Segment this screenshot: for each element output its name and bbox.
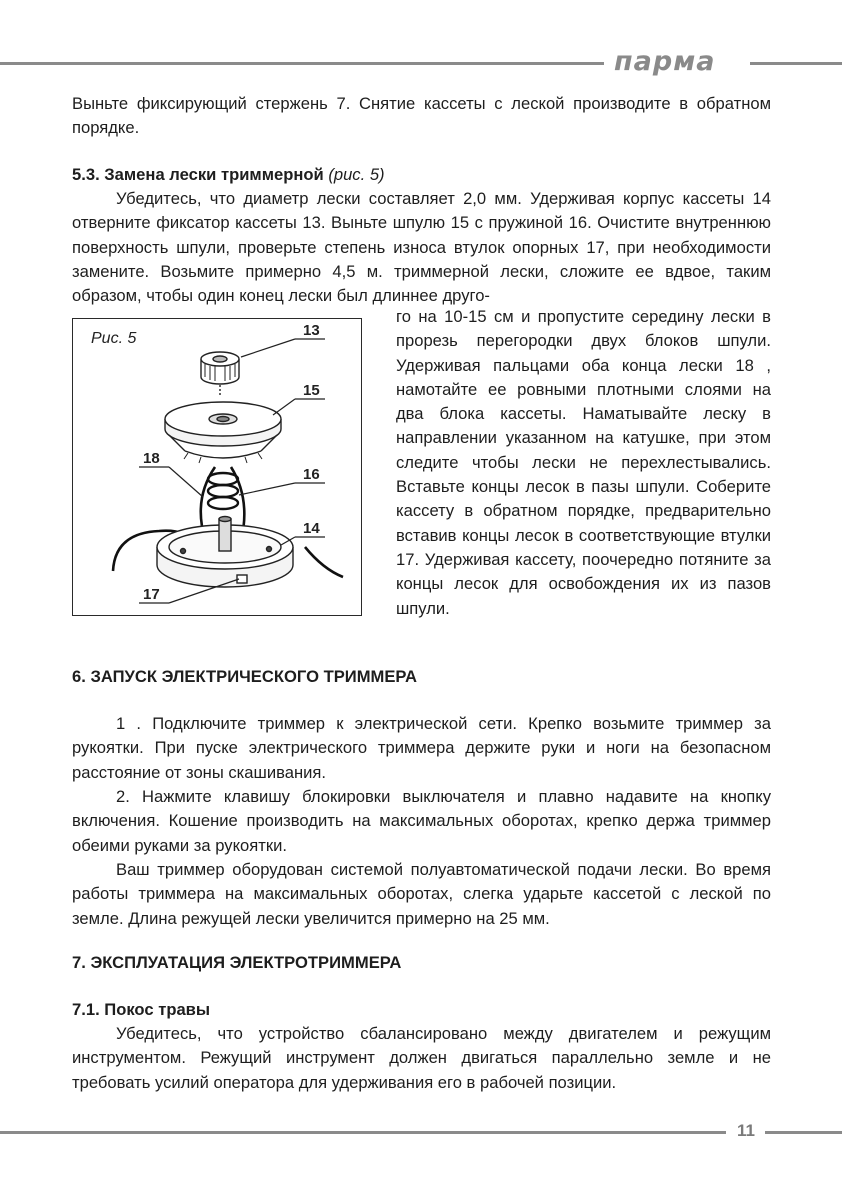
section-7-heading: 7. ЭКСПЛУАТАЦИЯ ЭЛЕКТРОТРИММЕРА bbox=[72, 953, 402, 972]
label-17: 17 bbox=[143, 586, 160, 603]
section-5-3-heading bbox=[72, 163, 385, 187]
section-6-heading: 6. ЗАПУСК ЭЛЕКТРИЧЕСКОГО ТРИММЕРА bbox=[72, 667, 418, 686]
figure-caption: Рис. 5 bbox=[91, 330, 137, 347]
section-5-3-paragraph: Убедитесь, что диаметр лески составляет 2,0 мм. Удерживая корпус кассеты 14 отверните фиксатор кассеты 13. Выньте шпулю 15 с пружиной 16. Очистите внутреннюю поверхность шпули, проверьте степень износа втулок опорных 17, при необходимости замените. Возьмите примерно 4,5 м. триммерной лески, сложите ее вдвое, таким образом, чтобы один конец лески был длиннее друго- bbox=[72, 189, 771, 306]
cassette-body-14 bbox=[157, 517, 293, 588]
section-7-1-paragraph: Убедитесь, что устройство сбалансировано между двигателем и режущим инструментом. Режущий инструмент должен двигаться параллельно земле и не требовать усилий оператора для удерживания его в рабочей позиции. bbox=[72, 1024, 771, 1092]
section-6-paragraph-2: 2. Нажмите клавишу блокировки выключателя и плавно надавите на кнопку включения. Кошение производить на максимальных оборотах, крепко держа триммер обеими руками за рукоятки. bbox=[72, 787, 771, 855]
header-rule-right bbox=[750, 62, 842, 65]
spring-16 bbox=[208, 473, 238, 509]
section-6-paragraph-3: Ваш триммер оборудован системой полуавтоматической подачи лески. Во время работы триммера на максимальных оборотах, слегка ударьте кассетой с леской по земле. Длина режущей лески увеличится примерно на 25 мм. bbox=[72, 860, 771, 928]
spool-diagram bbox=[73, 319, 363, 617]
section-5-3-paragraph-continued: го на 10-15 см и пропустите середину лески в прорезь перегородки двух блоков шпули. Удерживая пальцами оба конца лески 18 , намотайте ее ровными плотными слоями на два блока кассеты. Наматывайте леску в направлении указанном на катушке, при этом следите чтобы лески не перехлестывались. Вставьте концы лесок в пазы шпули. Соберите кассету в обратном порядке, предварительно вставив концы лесок в соответствующие втулки 17. Удерживая кассету, поочередно потяните за концы лесок для освобождения их из пазов шпули. bbox=[396, 307, 771, 618]
label-16: 16 bbox=[303, 466, 320, 483]
figure-5 bbox=[72, 318, 362, 616]
section-7-1-heading: 7.1. Покос травы bbox=[72, 1000, 211, 1019]
label-15: 15 bbox=[303, 382, 320, 399]
header-rule-left bbox=[0, 62, 604, 65]
section-5-3-figure-ref: (рис. 5) bbox=[328, 165, 385, 184]
intro-paragraph: Выньте фиксирующий стержень 7. Снятие кассеты с леской производите в обратном порядке. bbox=[72, 94, 771, 138]
section-5-3-title: 5.3. Замена лески триммерной bbox=[72, 165, 324, 184]
footer-rule-right bbox=[765, 1131, 842, 1134]
brand-logo: парма bbox=[614, 46, 716, 77]
spool-15 bbox=[165, 402, 281, 463]
label-18: 18 bbox=[143, 450, 160, 467]
label-14: 14 bbox=[303, 520, 320, 537]
cassette-cap-13 bbox=[201, 352, 239, 397]
label-13: 13 bbox=[303, 322, 320, 339]
section-6-paragraph-1: 1 . Подключите триммер к электрической сети. Крепко возьмите триммер за рукоятки. При пуске электрического триммера держите руки и ноги на безопасном расстояние от зоны скашивания. bbox=[72, 714, 771, 782]
footer-rule-left bbox=[0, 1131, 726, 1134]
page-number: 11 bbox=[737, 1121, 755, 1140]
